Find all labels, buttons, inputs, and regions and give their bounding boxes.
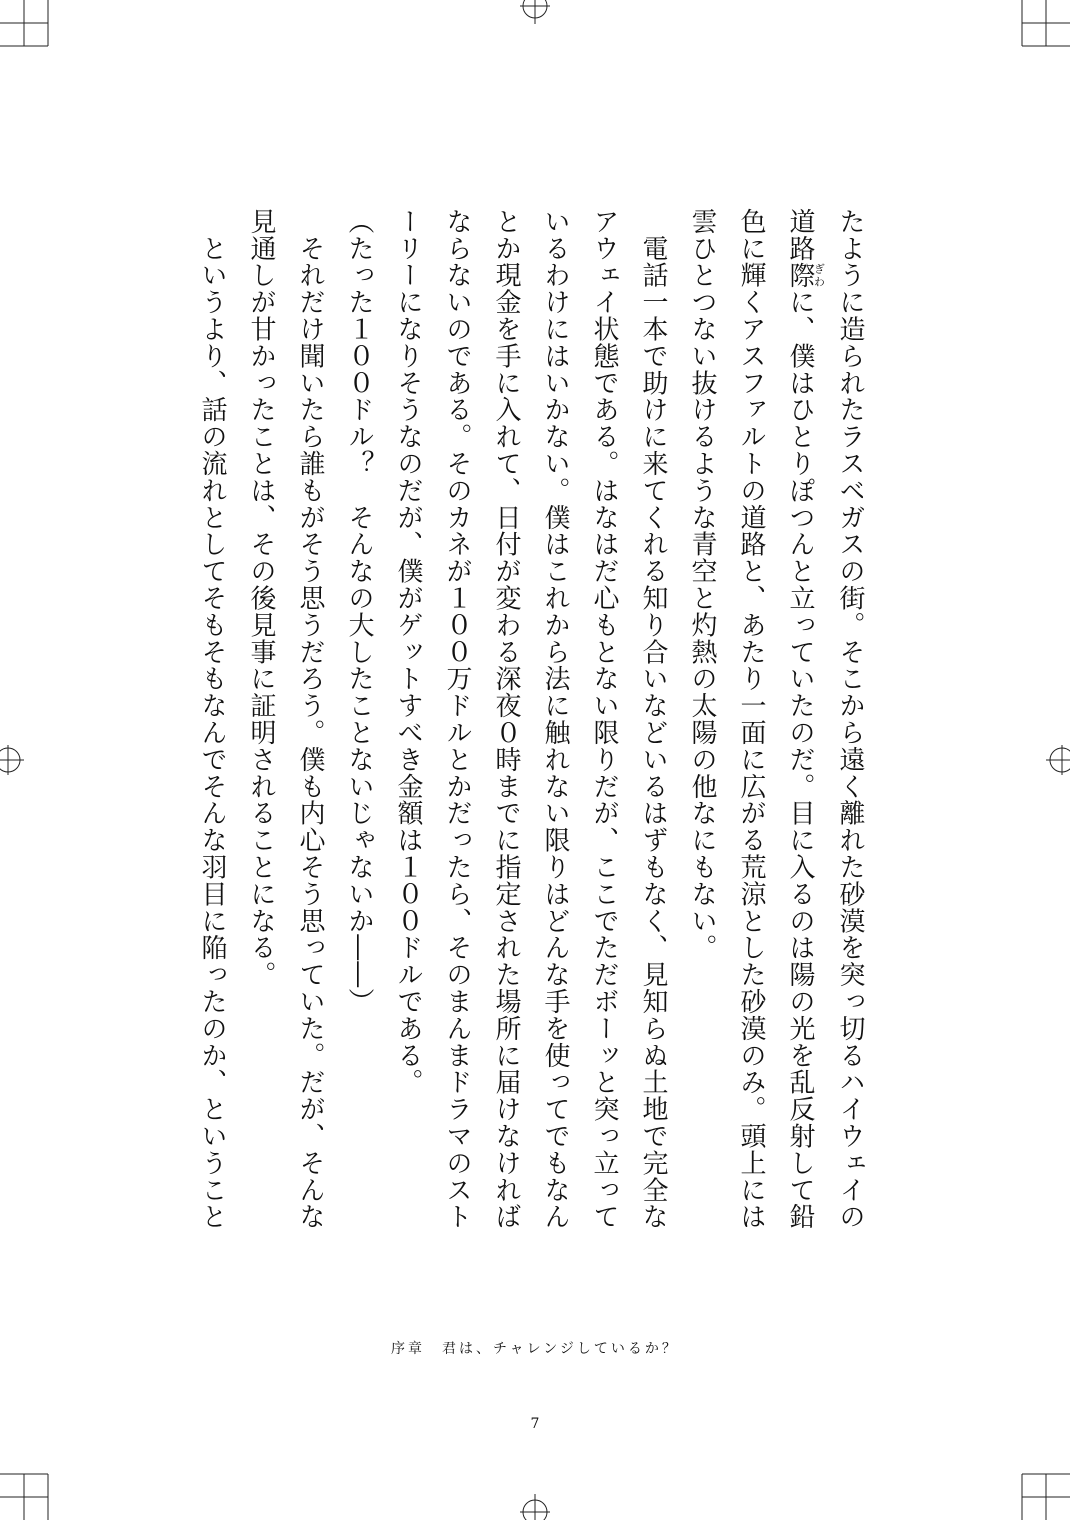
corner-mark-top-right <box>1022 0 1070 46</box>
text-line: （たった１００ドル？ そんなの大したことないじゃないか――） <box>344 208 374 1015</box>
text-line: 雲ひとつない抜けるような青空と灼熱の太陽の他なにもない。 <box>687 208 717 962</box>
registration-mark-left <box>0 745 24 775</box>
chapter-title: 序章 君は、チャレンジしているか？ <box>391 1341 679 1357</box>
text-line: とか現金を手に入れて、日付が変わる深夜０時までに指定された場所に届けなければ <box>491 208 521 1231</box>
ruby-reading: ぎわ <box>812 261 826 289</box>
text-line: 見通しが甘かったことは、その後見事に証明されることになる。 <box>246 208 276 989</box>
registration-mark-bottom <box>520 1494 550 1520</box>
corner-mark-top-left <box>0 0 48 46</box>
text-line: たように造られたラスベガスの街。そこから遠く離れた砂漠を突っ切るハイウェイの <box>835 208 865 1231</box>
text-line: 電話一本で助けに来てくれる知り合いなどいるはずもなく、見知らぬ土地で完全な <box>638 208 668 1231</box>
text-line: それだけ聞いたら誰もがそう思うだろう。僕も内心そう思っていた。だが、そんな <box>295 208 325 1231</box>
page-number: 7 <box>530 1416 540 1432</box>
text-line-with-ruby: 道路際ぎわに、僕はひとりぽつんと立っていたのだ。目に入るのは陽の光を乱反射して鉛 <box>785 208 826 1231</box>
body-text <box>180 208 874 1238</box>
text-line: アウェイ状態である。はなはだ心もとない限りだが、ここでただボーッと突っ立って <box>589 208 619 1231</box>
text-line: いるわけにはいかない。僕はこれから法に触れない限りはどんな手を使ってでもなん <box>540 208 570 1231</box>
text-line: ーリーになりそうなのだが、僕がゲットすべき金額は１００ドルである。 <box>393 208 423 1096</box>
registration-mark-top <box>520 0 550 24</box>
text-line: ならないのである。そのカネが１００万ドルとかだったら、そのまんまドラマのスト <box>442 208 472 1231</box>
corner-mark-bottom-left <box>0 1474 48 1520</box>
registration-mark-right <box>1046 745 1070 775</box>
ruby-annotated-word: 際ぎわ <box>785 261 826 289</box>
text-line: というより、話の流れとしてそもそもなんでそんな羽目に陥ったのか、ということ <box>197 208 227 1231</box>
corner-mark-bottom-right <box>1022 1474 1070 1520</box>
text-line: 色に輝くアスファルトの道路と、あたり一面に広がる荒涼とした砂漠のみ。頭上には <box>736 208 766 1231</box>
